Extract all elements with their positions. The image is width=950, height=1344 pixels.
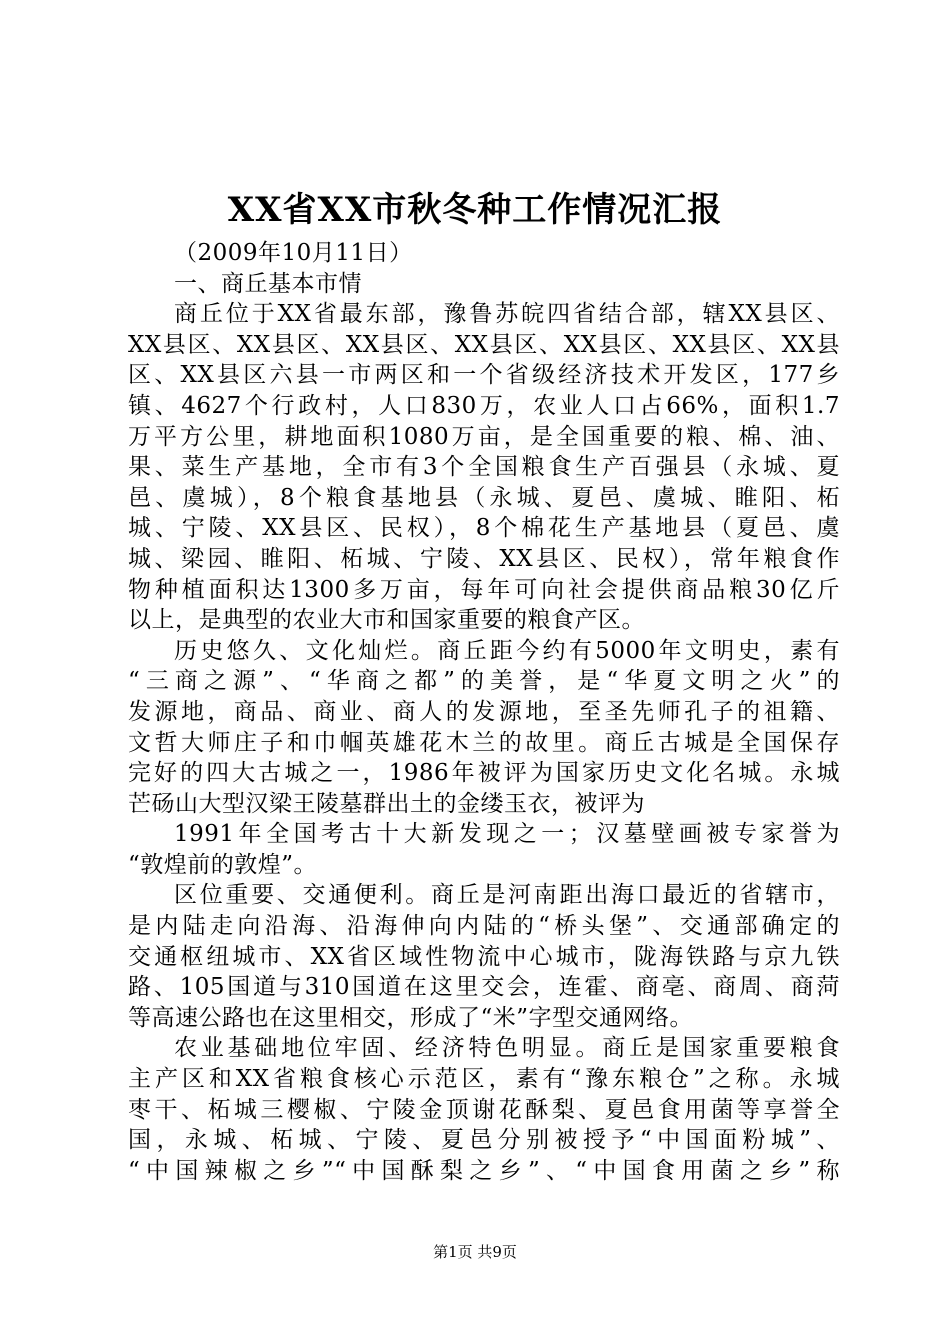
text-line: 一、商丘基本市情 — [174, 270, 362, 297]
page-footer: 第1页 共9页 — [433, 1243, 517, 1261]
text-line: “敦煌前的敦煌”。 — [128, 851, 318, 878]
text-line: “三商之源”、“华商之都”的美誉，是“华夏文明之火”的 — [128, 668, 840, 695]
text-line: 1991年全国考古十大新发现之一；汉墓壁画被专家誉为 — [174, 821, 840, 848]
text-line: 以上，是典型的农业大市和国家重要的粮食产区。 — [128, 607, 645, 634]
text-line: 城、宁陵、XX县区、民权），8个棉花生产基地县（夏邑、虞 — [128, 515, 840, 542]
text-line: 是内陆走向沿海、沿海伸向内陆的“桥头堡”、交通部确定的 — [128, 913, 840, 940]
document-body — [128, 238, 840, 1186]
text-line: 镇、4627个行政村，人口830万，农业人口占66%，面积1.7 — [128, 392, 840, 419]
text-line: 历史悠久、文化灿烂。商丘距今约有5000年文明史，素有 — [174, 637, 840, 664]
text-line: 农业基础地位牢固、经济特色明显。商丘是国家重要粮食 — [174, 1035, 840, 1062]
text-line: XX县区、XX县区、XX县区、XX县区、XX县区、XX县区、XX县 — [128, 331, 840, 358]
text-line: 邑、虞城），8个粮食基地县（永城、夏邑、虞城、睢阳、柘 — [128, 484, 840, 511]
text-line: 交通枢纽城市、XX省区域性物流中心城市，陇海铁路与京九铁 — [128, 943, 840, 970]
text-line: 果、菜生产基地，全市有3个全国粮食生产百强县（永城、夏 — [128, 454, 840, 481]
text-line: 完好的四大古城之一，1986年被评为国家历史文化名城。永城 — [128, 760, 840, 787]
text-line: 文哲大师庄子和巾帼英雄花木兰的故里。商丘古城是全国保存 — [128, 729, 840, 756]
text-line: 物种植面积达1300多万亩，每年可向社会提供商品粮30亿斤 — [128, 576, 840, 603]
text-line: 区、XX县区六县一市两区和一个省级经济技术开发区，177乡 — [128, 362, 840, 389]
text-line: 商丘位于XX省最东部，豫鲁苏皖四省结合部，辖XX县区、 — [174, 301, 840, 328]
text-line: 路、105国道与310国道在这里交会，连霍、商亳、商周、商菏 — [128, 974, 840, 1001]
text-line: 发源地，商品、商业、商人的发源地，至圣先师孔子的祖籍、 — [128, 698, 840, 725]
text-line: 城、梁园、睢阳、柘城、宁陵、XX县区、民权），常年粮食作 — [128, 545, 840, 572]
text-line: 区位重要、交通便利。商丘是河南距出海口最近的省辖市， — [174, 882, 840, 909]
text-line: 主产区和XX省粮食核心示范区，素有“豫东粮仓”之称。永城 — [128, 1066, 840, 1093]
text-line: （2009年10月11日） — [174, 240, 413, 266]
text-line: 芒砀山大型汉梁王陵墓群出土的金缕玉衣，被评为 — [128, 790, 645, 817]
text-line: “中国辣椒之乡”“中国酥梨之乡”、“中国食用菌之乡”称 — [128, 1157, 840, 1184]
text-line: 国，永城、柘城、宁陵、夏邑分别被授予“中国面粉城”、 — [128, 1127, 840, 1154]
document-title: XX省XX市秋冬种工作情况汇报 — [227, 190, 723, 230]
text-line: 等高速公路也在这里相交，形成了“米”字型交通网络。 — [128, 1004, 694, 1031]
text-line: 枣干、柘城三樱椒、宁陵金顶谢花酥梨、夏邑食用菌等享誉全 — [128, 1096, 840, 1123]
text-line: 万平方公里，耕地面积1080万亩，是全国重要的粮、棉、油、 — [128, 423, 840, 450]
